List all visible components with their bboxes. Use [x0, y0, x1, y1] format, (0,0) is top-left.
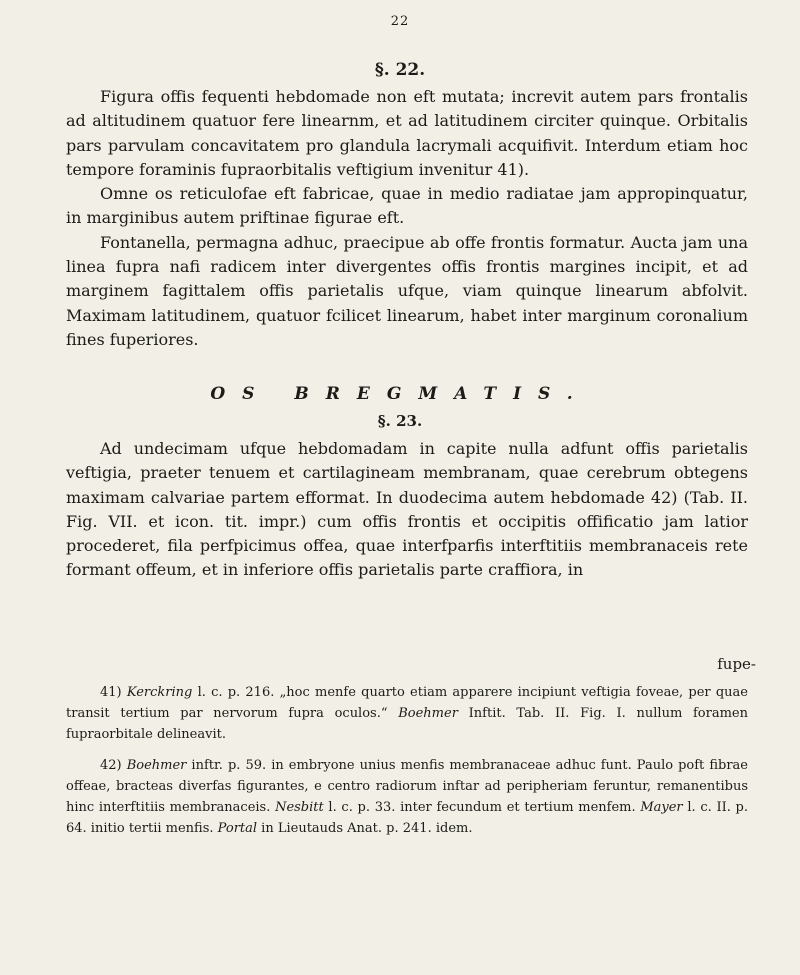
footnote-text: l. c. p. 216. „hoc menfe quarto etiam apparere incipiunt veftigia foveae, per quae transit tertium par nervorum fupra oculos.“	[66, 685, 749, 721]
footnote-41	[66, 682, 748, 745]
footnote-text: Inftit. Tab. II. Fig. I. nullum foramen fupraorbitale delineavit.	[66, 706, 748, 742]
text-block-2	[66, 437, 748, 583]
paragraph-4: Ad undecimam ufque hebdomadam in capite nulla adfunt offis parietalis veftigia, praeter tenuem et cartilagineam membranam, quae cerebrum obtegens maximam calvariae partem efformat. In duodecima autem hebdomade 42) (Tab. II. Fig. VII. et icon. tit. impr.) cum offis frontis et occipitis offificatio jam latior procederet, fila perfpicimus offea, quae interfparfis interftitiis membranaceis rete formant offeum, et in inferiore offis parietalis parte craffiora, in	[66, 439, 748, 580]
footnotes	[66, 682, 748, 849]
page-number: 22	[390, 14, 410, 29]
footnote-text: inftr. p. 59. in embryone unius menfis membranaceae adhuc funt. Paulo poft fibrae offeae, bracteas diverfas figurantes, e centro radiorum inftar ad peripheriam feruntur, remanentibus hinc interftitiis membranaceis.	[66, 758, 748, 815]
footnote-author: Boehmer	[126, 758, 187, 773]
footnote-text: in Lieutauds Anat. p. 241. idem.	[257, 821, 473, 836]
paragraph-1: Figura offis fequenti hebdomade non eft mutata; increvit autem pars frontalis ad altitudinem quatuor fere linearnm, et ad latitudinem circiter quinque. Orbitalis pars parvulam concavitatem pro glandula lacrymali acquifivit. Interdum etiam hoc tempore foraminis fupraorbitalis veftigium invenitur 41).	[66, 87, 748, 179]
footnote-author: Kerckring	[126, 685, 193, 700]
section-number-22: §. 22.	[374, 60, 426, 80]
footnote-text: l. c. II. p. 64. initio tertii menfis.	[66, 800, 749, 836]
footnote-author: Boehmer	[398, 706, 458, 721]
catchword: fupe-	[717, 655, 756, 673]
footnote-42	[66, 755, 748, 839]
text-block-1	[66, 85, 748, 352]
footnote-text: l. c. p. 33. inter fecundum et tertium menfem.	[323, 800, 641, 815]
chapter-heading: OS BREGMATIS.	[210, 384, 590, 404]
footnote-mark: 41)	[100, 685, 122, 700]
footnote-author: Mayer	[640, 800, 683, 815]
footnote-author: Nesbitt	[275, 800, 324, 815]
paragraph-2: Omne os reticulofae eft fabricae, quae in medio radiatae jam appropinquatur, in marginibus autem priftinae figurae eft.	[66, 184, 748, 228]
footnote-author: Portal	[217, 821, 258, 836]
section-number-23: §. 23.	[377, 412, 423, 430]
footnote-mark: 42)	[100, 758, 122, 773]
paragraph-3: Fontanella, permagna adhuc, praecipue ab offe frontis formatur. Aucta jam una linea fupra nafi radicem inter divergentes offis frontis margines incipit, et ad marginem fagittalem offis parietalis ufque, viam quinque linearum abfolvit. Maximam latitudinem, quatuor fcilicet linearum, habet inter marginum coronalium fines fuperiores.	[66, 232, 748, 349]
